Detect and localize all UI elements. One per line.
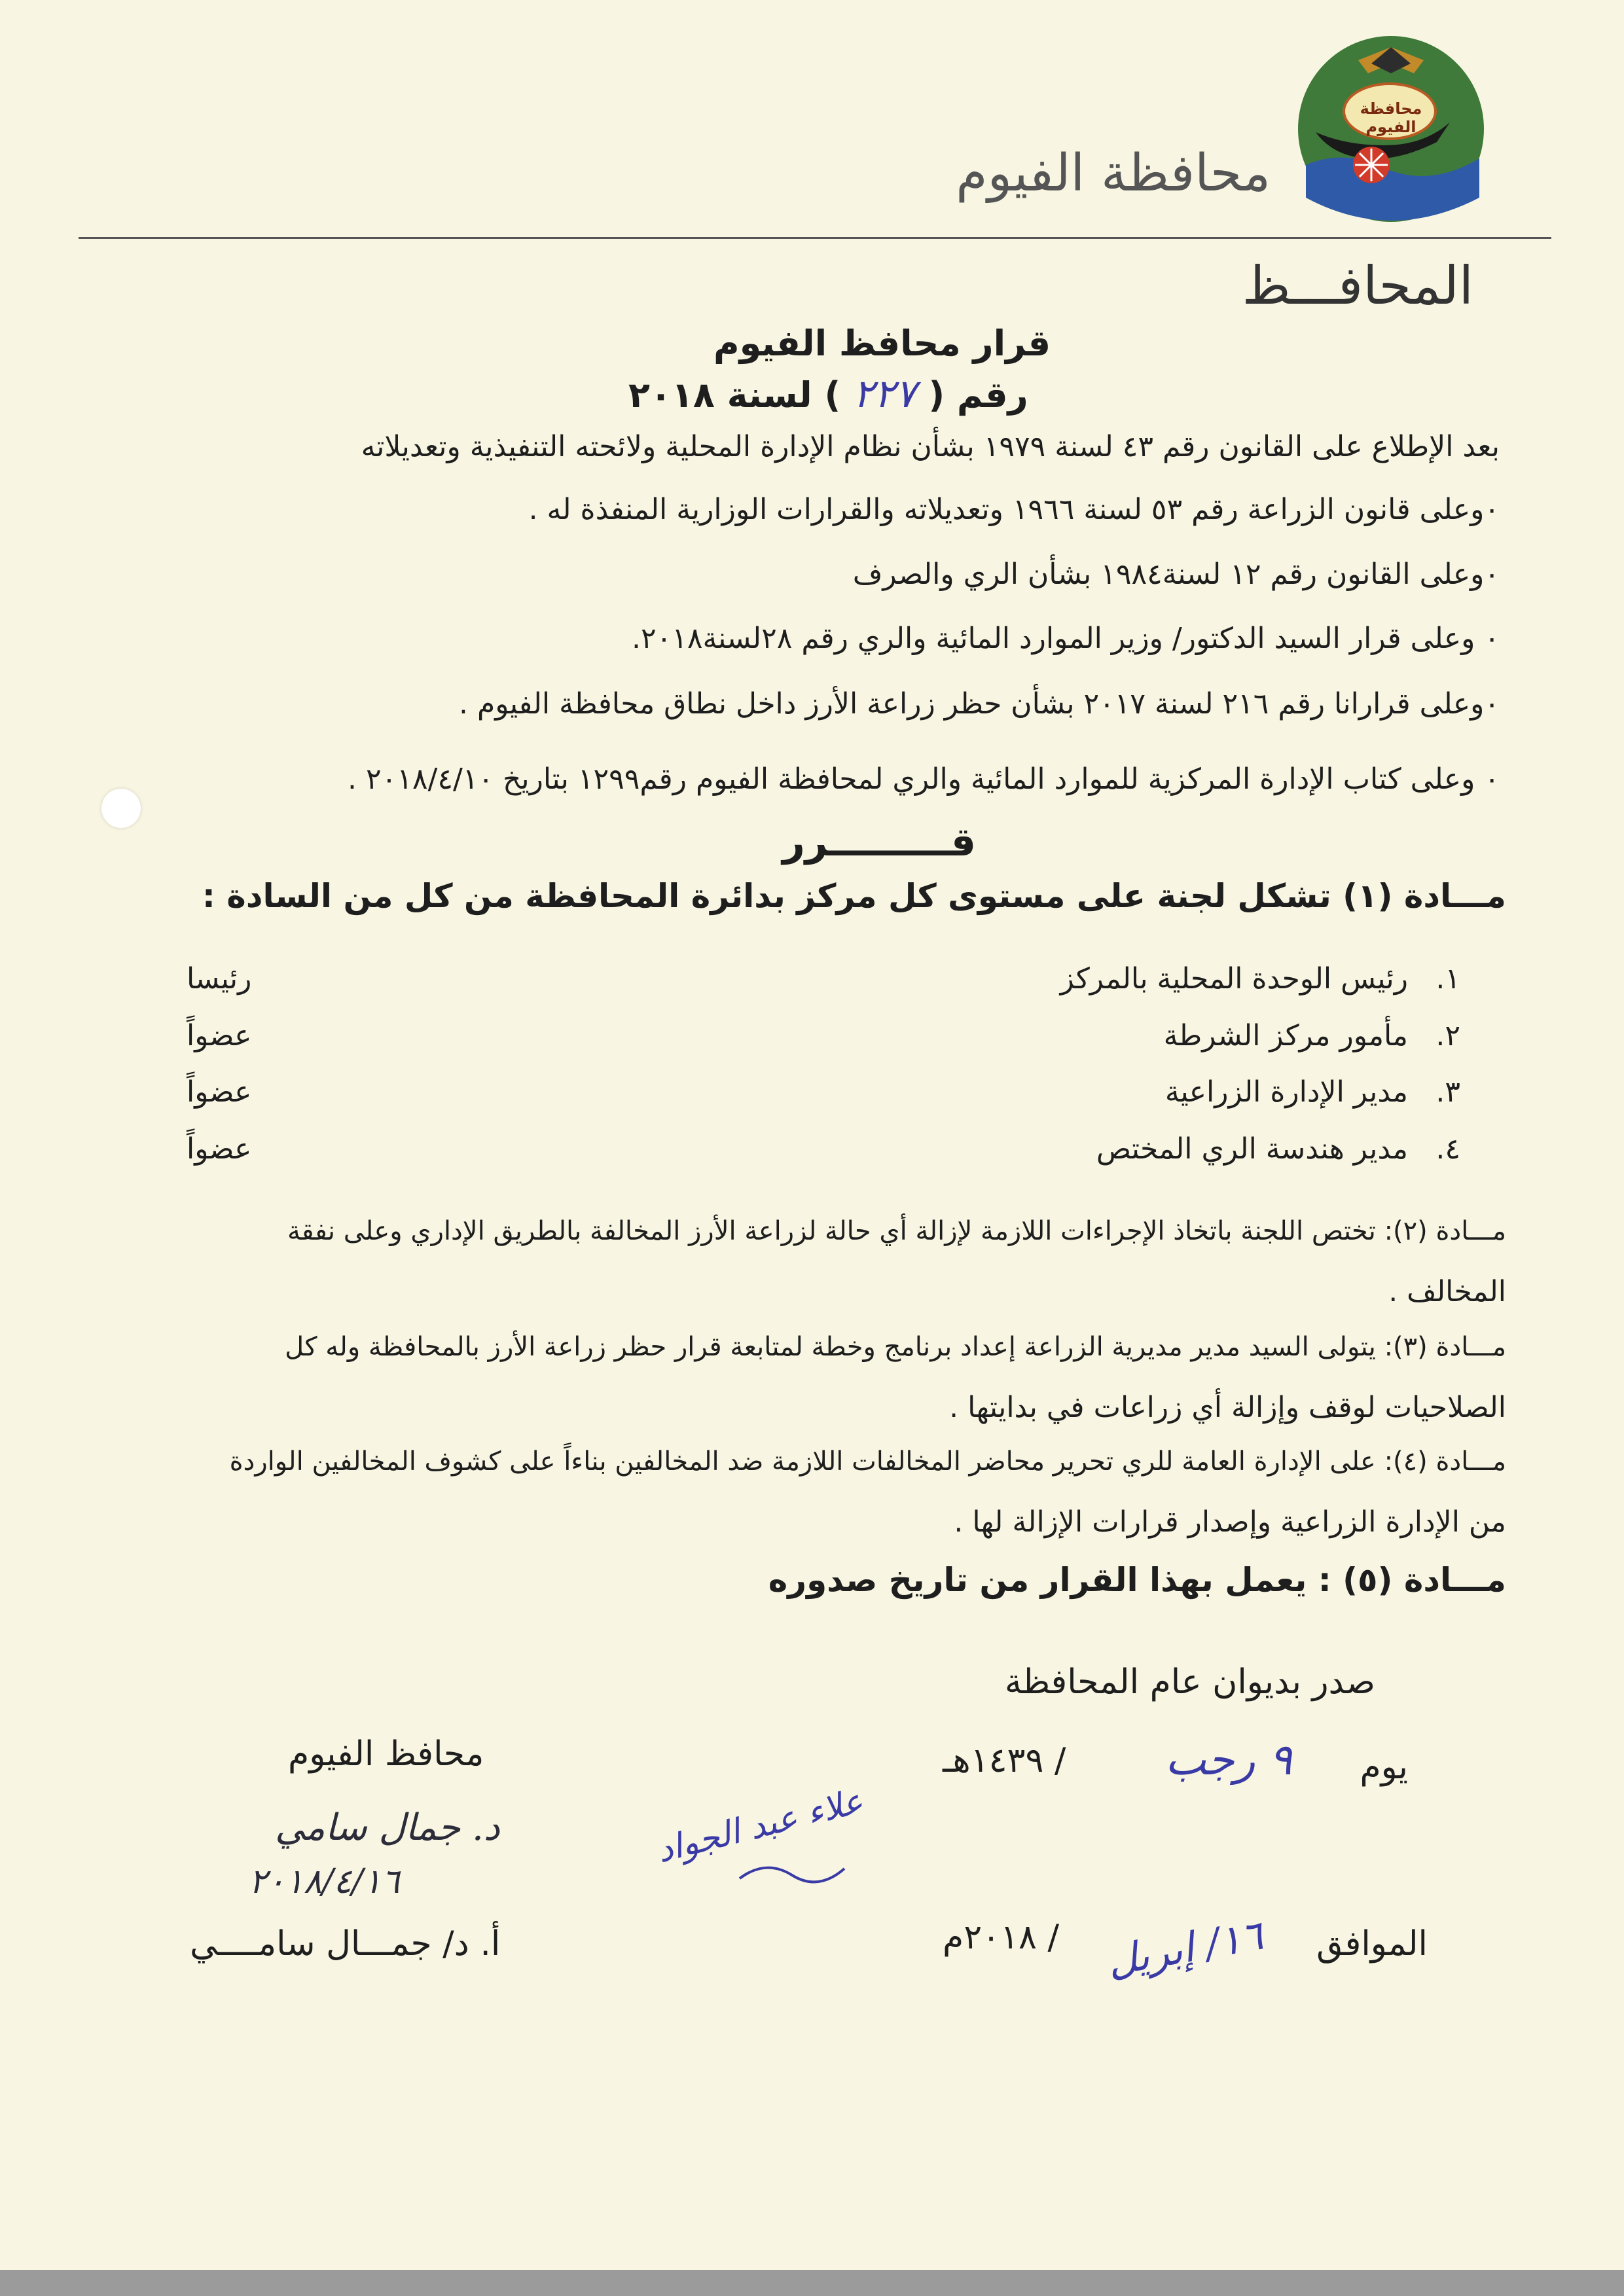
agreed-handwritten: ١٦/ إبريل — [1103, 1910, 1267, 1986]
member-3-name: مدير الإدارة الزراعية — [1164, 1075, 1408, 1109]
member-2-name: مأمور مركز الشرطة — [1163, 1019, 1408, 1052]
decree-title: قرار محافظ الفيوم — [713, 323, 1051, 364]
preamble-line-5: ٠وعلى قرارانا رقم ٢١٦ لسنة ٢٠١٧ بشأن حظر زراعة الأرز داخل نطاق محافظة الفيوم . — [458, 687, 1500, 721]
preamble-line-4: ٠ وعلى قرار السيد الدكتور/ وزير الموارد المائية والري رقم ٢٨لسنة٢٠١٨. — [632, 622, 1500, 655]
header-divider — [79, 237, 1551, 239]
member-2-number: ٢. — [1435, 1019, 1460, 1052]
gregorian-date: / ٢٠١٨م — [943, 1918, 1059, 1957]
hijri-date: / ١٤٣٩هـ — [943, 1741, 1066, 1780]
decree-number-handwritten: ٢٢٧ — [852, 371, 916, 417]
day-label: يوم — [1360, 1748, 1408, 1787]
agreed-label: الموافق — [1316, 1924, 1428, 1964]
member-3-role: عضواً — [187, 1075, 252, 1109]
article-2-line-1: مـــادة (٢): تختص اللجنة باتخاذ الإجراءات اللازمة لإزالة أي حالة لزراعة الأرز المخالفة بالطريق الإداري وعلى نفقة — [287, 1216, 1506, 1246]
article-4-line-2: من الإدارة الزراعية وإصدار قرارات الإزالة لها . — [954, 1505, 1506, 1539]
preamble-line-6: ٠ وعلى كتاب الإدارة المركزية للموارد المائية والري لمحافظة الفيوم رقم١٢٩٩ بتاريخ ٢٠١٨/٤/١٠ . — [347, 762, 1500, 796]
signature-handwritten-name: د. جمال سامي — [275, 1806, 500, 1849]
punch-hole — [101, 789, 141, 828]
article-2-line-2: المخالف . — [1388, 1275, 1506, 1308]
preamble-line-3: ٠وعلى القانون رقم ١٢ لسنة١٩٨٤ بشأن الري والصرف — [852, 558, 1500, 591]
preamble-line-2: ٠وعلى قانون الزراعة رقم ٥٣ لسنة ١٩٦٦ وتعديلاته والقرارات الوزارية المنفذة له . — [528, 493, 1500, 526]
member-1-role: رئيسا — [187, 962, 252, 996]
member-1-name: رئيس الوحدة المحلية بالمركز — [1060, 962, 1408, 996]
signature-title: محافظ الفيوم — [288, 1734, 484, 1774]
article-3-line-1: مـــادة (٣): يتولى السيد مدير مديرية الزراعة إعداد برنامج وخطة لمتابعة قرار حظر زراعة الأرز بالمحافظة وله كل — [285, 1332, 1506, 1362]
office-title: المحافـــظ — [1242, 255, 1473, 316]
article-5-text: مـــادة (٥) : يعمل بهذا القرار من تاريخ صدوره — [768, 1561, 1506, 1599]
signature-name: أ. د/ جمـــال سامــــي — [190, 1924, 501, 1964]
member-4-name: مدير هندسة الري المختص — [1096, 1132, 1408, 1166]
day-handwritten: ٩ رجب — [1165, 1734, 1292, 1785]
decree-number-line — [628, 371, 1028, 417]
initials-flourish — [733, 1852, 851, 1894]
decree-number-suffix: ) لسنة ٢٠١٨ — [628, 374, 841, 416]
member-3-number: ٣. — [1435, 1075, 1460, 1109]
signature-handwritten-date: ٢٠١٨/٤/١٦ — [249, 1862, 400, 1901]
issued-text: صدر بديوان عام المحافظة — [1004, 1662, 1375, 1702]
logo-text: محافظة الفيوم — [1360, 99, 1422, 136]
scan-bottom-edge — [0, 2270, 1624, 2296]
governorate-logo — [1293, 34, 1489, 224]
decides-heading: قـــــــــرر — [782, 819, 976, 865]
member-4-number: ٤. — [1435, 1132, 1460, 1166]
governorate-name: محافظة الفيوم — [956, 144, 1271, 203]
article-4-line-1: مـــادة (٤): على الإدارة العامة للري تحرير محاضر المخالفات اللازمة ضد المخالفين بناءاً على كشوف المخالفين الواردة — [229, 1446, 1506, 1477]
initials-handwritten: علاء عبد الجواد — [653, 1781, 867, 1871]
member-4-role: عضواً — [187, 1132, 252, 1166]
decree-number-prefix: رقم ( — [928, 374, 1028, 416]
article-3-line-2: الصلاحيات لوقف وإزالة أي زراعات في بدايتها . — [949, 1391, 1506, 1424]
member-1-number: ١. — [1435, 962, 1460, 996]
article-1-text: مـــادة (١) تشكل لجنة على مستوى كل مركز بدائرة المحافظة من كل من السادة : — [202, 877, 1506, 915]
member-2-role: عضواً — [187, 1019, 252, 1052]
preamble-line-1: بعد الإطلاع على القانون رقم ٤٣ لسنة ١٩٧٩ بشأن نظام الإدارة المحلية ولائحته التنفيذية وتعديلاته — [361, 430, 1500, 463]
